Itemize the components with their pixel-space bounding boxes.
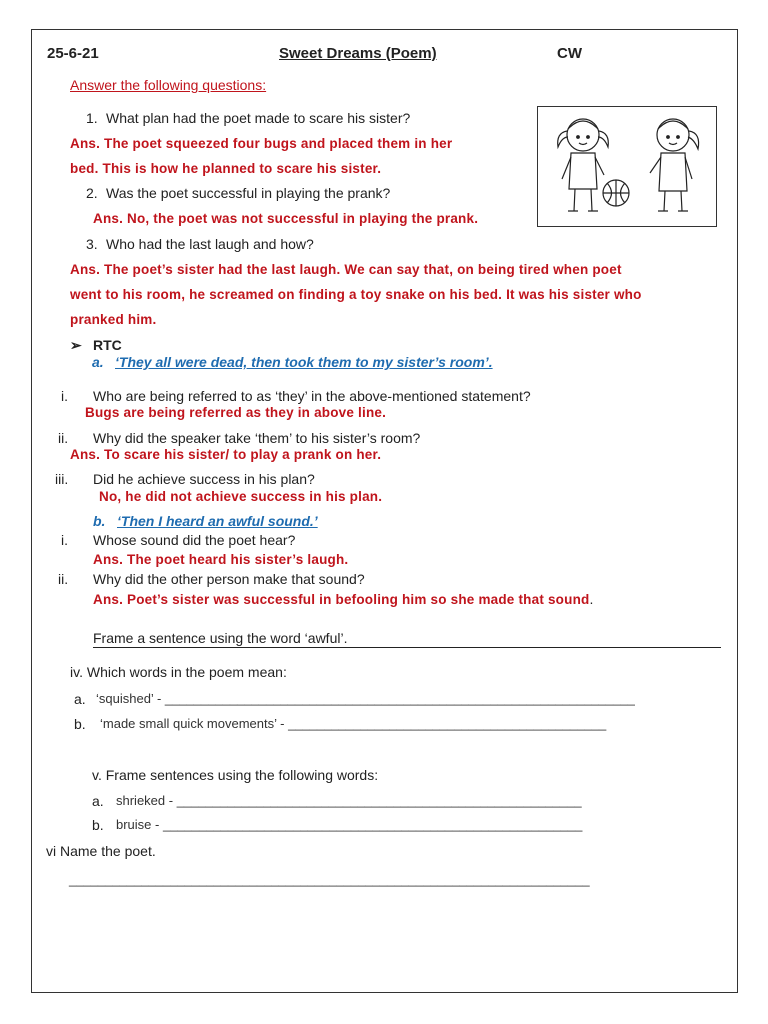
rtc-a-iii-question: Did he achieve success in his plan?: [93, 471, 315, 487]
q3-answer-line3: pranked him.: [70, 312, 157, 327]
q1-answer-line2: bed. This is how he planned to scare his sister.: [70, 161, 382, 176]
q3-answer-line2: went to his room, he screamed on finding a toy snake on his bed. It was his sister who: [70, 287, 642, 302]
rtc-a-quote: ‘They all were dead, then took them to my sister’s room’.: [115, 354, 493, 370]
two-girls-basketball-illustration: [537, 106, 717, 227]
rtc-b-ii-answer: Ans. Poet’s sister was successful in befooling him so she made that sound: [93, 592, 590, 607]
rtc-b-ii-number: ii.: [58, 571, 69, 587]
q-v-a-item[interactable]: shrieked - ________________________________________________________: [116, 793, 582, 808]
rtc-b-ii-answer-period: .: [589, 591, 594, 607]
frame-awful-prompt: Frame a sentence using the word ‘awful’.: [93, 630, 348, 646]
rtc-a-label: a.: [92, 354, 104, 370]
q2-text: Was the poet successful in playing the prank?: [106, 185, 391, 201]
q1-text: What plan had the poet made to scare his sister?: [106, 110, 411, 126]
page-title: Sweet Dreams (Poem): [279, 45, 437, 62]
date-label: 25-6-21: [47, 45, 99, 62]
q-iv-a-item[interactable]: ‘squished’ - _________________________________________________________________: [96, 691, 635, 706]
rtc-b-ii-question: Why did the other person make that sound?: [93, 571, 365, 587]
illustration-drawing: [538, 107, 716, 226]
rtc-a-ii-question: Why did the speaker take ‘them’ to his sister’s room?: [93, 430, 421, 446]
rtc-b-ii-answer-row: [93, 590, 593, 609]
rtc-b-i-number: i.: [61, 532, 68, 548]
q-v-b-item[interactable]: bruise - __________________________________________________________: [116, 817, 583, 832]
q-iv-b-item[interactable]: ‘made small quick movements’ - ____________________________________________: [100, 716, 607, 731]
classwork-tag: CW: [557, 45, 582, 62]
rtc-a-i-answer: Bugs are being referred as they in above line.: [85, 405, 387, 420]
q2-number: 2.: [86, 185, 98, 201]
rtc-b-i-answer: Ans. The poet heard his sister’s laugh.: [93, 552, 349, 567]
q3-text: Who had the last laugh and how?: [106, 236, 314, 252]
rtc-b-quote: ‘Then I heard an awful sound.’: [117, 513, 318, 529]
q-v-heading: v. Frame sentences using the following words:: [92, 767, 379, 783]
rtc-bullet-icon: ➢: [70, 337, 82, 353]
rtc-a-iii-number: iii.: [55, 471, 69, 487]
rtc-b-label: b.: [93, 513, 106, 529]
rtc-a-ii-answer: Ans. To scare his sister/ to play a prank on her.: [70, 447, 382, 462]
rtc-heading: RTC: [93, 337, 122, 353]
q-vi-heading: vi Name the poet.: [46, 843, 156, 859]
rtc-b-i-question: Whose sound did the poet hear?: [93, 532, 296, 548]
rtc-a-i-question: Who are being referred to as ‘they’ in the above-mentioned statement?: [93, 388, 531, 404]
q-v-a-number: a.: [92, 793, 104, 809]
q1-answer-line1: Ans. The poet squeezed four bugs and placed them in her: [70, 136, 453, 151]
q3-number: 3.: [86, 236, 98, 252]
q1-number: 1.: [86, 110, 98, 126]
q-iv-b-number: b.: [74, 716, 86, 732]
q-v-b-number: b.: [92, 817, 104, 833]
q-iv-a-number: a.: [74, 691, 86, 707]
frame-awful-answer-line[interactable]: [93, 647, 721, 648]
q-iv-heading: iv. Which words in the poem mean:: [70, 664, 287, 680]
rtc-a-i-number: i.: [61, 388, 68, 404]
q2-answer: Ans. No, the poet was not successful in playing the prank.: [93, 211, 479, 226]
q3-answer-line1: Ans. The poet’s sister had the last laugh. We can say that, on being tired when poet: [70, 262, 622, 277]
rtc-a-iii-answer: No, he did not achieve success in his plan.: [99, 489, 383, 504]
rtc-a-ii-number: ii.: [58, 430, 69, 446]
q-vi-answer-blank[interactable]: ________________________________________________________________________: [69, 872, 590, 887]
instruction-heading: Answer the following questions:: [70, 77, 267, 93]
